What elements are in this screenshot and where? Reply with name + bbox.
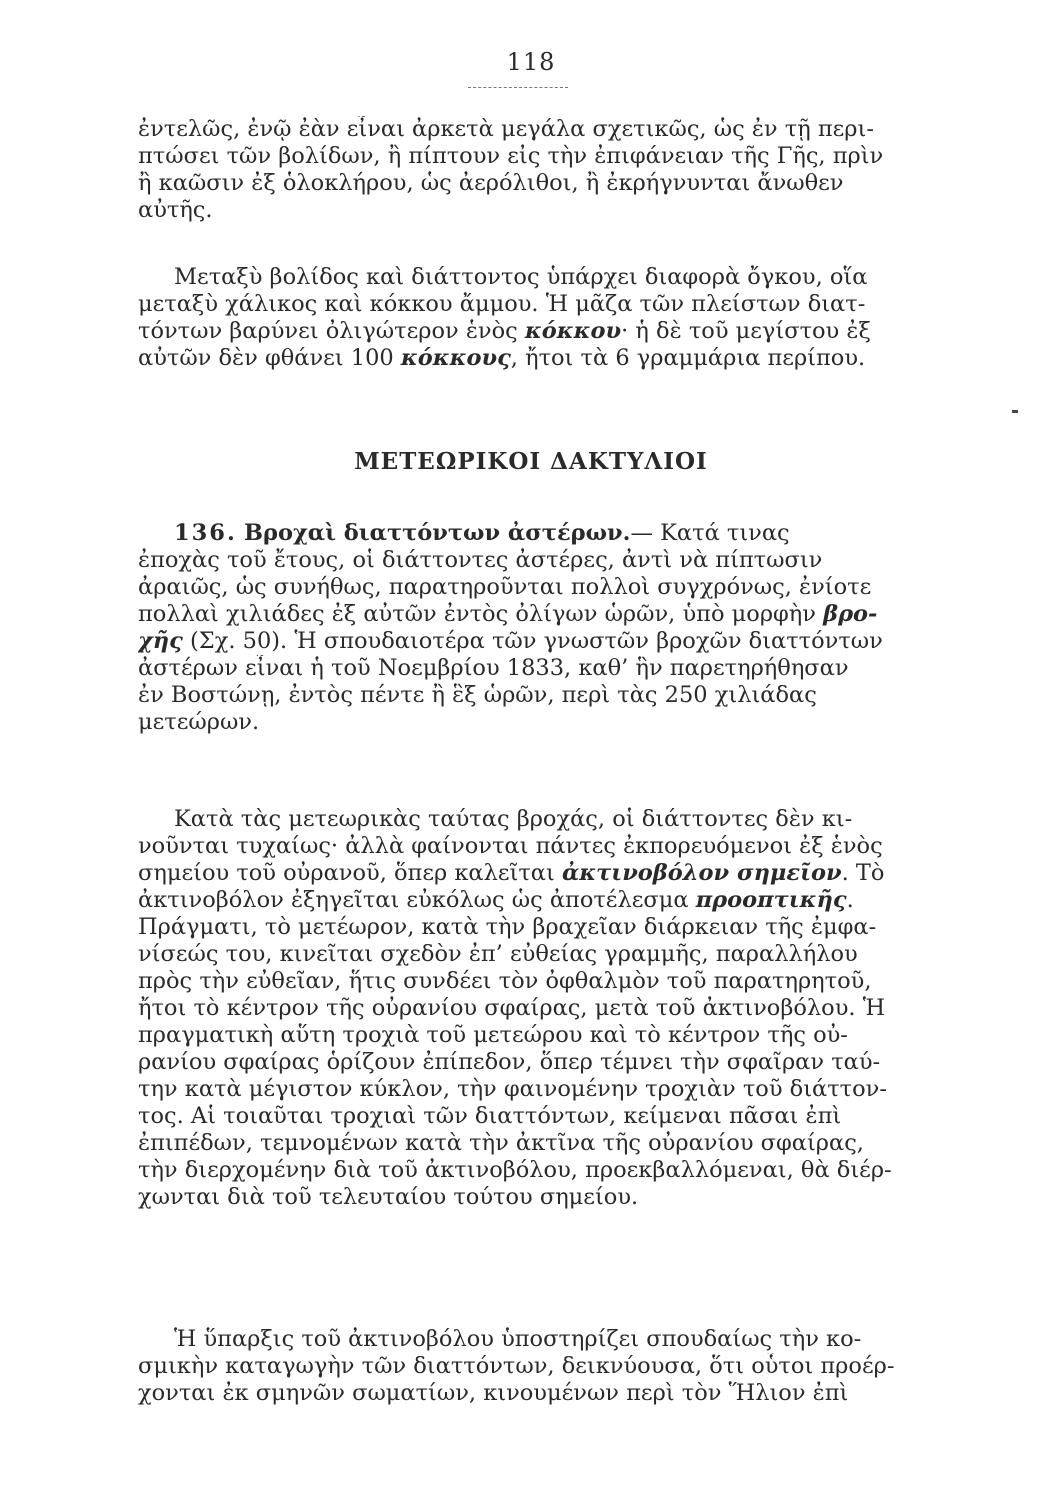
text-line: Κατὰ τὰς μετεωρικὰς ταύτας βροχάς, οἱ διάττοντες δὲν κι- [174, 806, 853, 832]
margin-mark [1012, 410, 1018, 413]
emphasis: κόκκου [524, 318, 622, 344]
text-line: πολλαὶ χιλιάδες ἐξ αὐτῶν ἐντὸς ὀλίγων ὡρῶν, ὑπὸ μορφὴν βρο- [138, 601, 878, 627]
emphasis: ἀκτινοβόλον σημεῖον [561, 860, 842, 886]
text-line: νίσεώς του, κινεῖται σχεδὸν ἐπ’ εὐθείας γραμμῆς, παραλλήλου [138, 941, 858, 967]
text-line: σημείου τοῦ οὐρανοῦ, ὅπερ καλεῖται ἀκτινοβόλον σημεῖον. Τὸ [138, 860, 885, 886]
paragraph-cosmic-origin-text [138, 1326, 908, 1407]
text-line: τὴν διερχομένην διὰ τοῦ ἀκτινοβόλου, προεκβαλλόμεναι, θὰ διέρ- [138, 1157, 892, 1183]
emphasis: κόκκους [400, 345, 511, 371]
text-line: χωνται διὰ τοῦ τελευταίου τούτου σημείου. [138, 1184, 639, 1210]
text-line: την κατὰ μέγιστον κύκλον, τὴν φαινομένην τροχιὰν τοῦ διάττον- [138, 1076, 887, 1102]
text-line: ἀστέρων εἶναι ἡ τοῦ Νοεμβρίου 1833, καθ’ ἣν παρετηρήθησαν [138, 655, 849, 681]
text-line: πραγματικὴ αὕτη τροχιὰ τοῦ μετεώρου καὶ τὸ κέντρον τῆς οὐ- [138, 1022, 848, 1048]
text-line: Πράγματι, τὸ μετέωρον, κατὰ τὴν βραχεῖαν διάρκειαν τῆς ἐμφα- [138, 914, 877, 940]
emphasis: χῆς [138, 628, 183, 654]
text-line: ἢ καῶσιν ἐξ ὁλοκλήρου, ὡς ἀερόλιθοι, ἢ ἐκρήγνυνται ἄνωθεν [138, 170, 844, 196]
page-number: 118 [506, 48, 556, 76]
section-heading: ΜΕΤΕΩΡΙΚΟΙ ΔΑΚΤΥΛΙΟΙ [354, 448, 708, 475]
text-line: ἀκτινοβόλον ἐξηγεῖται εὐκόλως ὡς ἀποτέλεσμα προοπτικῆς. [138, 887, 854, 913]
section-title: Βροχαὶ διαττόντων ἀστέρων. [243, 520, 631, 546]
paragraph-bolide [138, 264, 908, 372]
paragraph-radiant [138, 806, 908, 1211]
text-line: ἐντελῶς, ἐνῷ ἐὰν εἶναι ἀρκετὰ μεγάλα σχετικῶς, ὡς ἐν τῇ περι- [138, 116, 874, 142]
page-number-rule [468, 87, 568, 88]
text-line: πρὸς τὴν εὐθεῖαν, ἥτις συνδέει τὸν ὀφθαλμὸν τοῦ παρατηρητοῦ, [138, 968, 872, 994]
text-line: τος. Αἱ τοιαῦται τροχιαὶ τῶν διαττόντων, κείμεναι πᾶσαι ἐπὶ [138, 1103, 842, 1129]
section-number: 136. [174, 520, 237, 546]
text-line: ἤτοι τὸ κέντρον τῆς οὐρανίου σφαίρας, μετὰ τοῦ ἀκτινοβόλου. Ἡ [138, 995, 886, 1021]
text-line: ἀραιῶς, ὡς συνήθως, παρατηροῦνται πολλοὶ συγχρόνως, ἐνίοτε [138, 574, 872, 600]
text-line: ἐπιπέδων, τεμνομένων κατὰ τὴν ἀκτῖνα τῆς οὐρανίου σφαίρας, [138, 1130, 864, 1156]
text-line: ἐν Βοστώνῃ, ἐντὸς πέντε ἢ ἓξ ὡρῶν, περὶ τὰς 250 χιλιάδας [138, 682, 817, 708]
emphasis: βρο- [823, 601, 878, 627]
paragraph-continuation [138, 116, 908, 224]
text-line: αὐτῶν δὲν φθάνει 100 κόκκους, ἤτοι τὰ 6 γραμμάρια περίπου. [138, 345, 866, 371]
text-line: ἐποχὰς τοῦ ἔτους, οἱ διάττοντες ἀστέρες, ἀντὶ νὰ πίπτωσιν [138, 547, 823, 573]
text-line: χονται ἐκ σμηνῶν σωματίων, κινουμένων περὶ τὸν Ἥλιον ἐπὶ [138, 1380, 849, 1406]
text-line: νοῦνται τυχαίως· ἀλλὰ φαίνονται πάντες ἐκπορευόμενοι ἐξ ἑνὸς [138, 833, 883, 859]
text-line: Ἡ ὕπαρξις τοῦ ἀκτινοβόλου ὑποστηρίζει σπουδαίως τὴν κο- [174, 1326, 862, 1352]
text-line: αὐτῆς. [138, 197, 213, 223]
text-line: σμικὴν καταγωγὴν τῶν διαττόντων, δεικνύουσα, ὅτι οὗτοι προέρ- [138, 1353, 895, 1379]
text-line: μετεώρων. [138, 709, 260, 735]
paragraph-section-136 [138, 520, 908, 736]
text-line: μεταξὺ χάλικος καὶ κόκκου ἄμμου. Ἡ μᾶζα τῶν πλείστων διατ- [138, 291, 866, 317]
text-line: χῆς (Σχ. 50). Ἡ σπουδαιοτέρα τῶν γνωστῶν βροχῶν διαττόντων [138, 628, 883, 654]
emphasis: προοπτικῆς [695, 887, 847, 913]
text-line: Μεταξὺ βολίδος καὶ διάττοντος ὑπάρχει διαφορὰ ὄγκου, οἵα [174, 264, 868, 290]
text-line: πτώσει τῶν βολίδων, ἢ πίπτουν εἰς τὴν ἐπιφάνειαν τῆς Γῆς, πρὶν [138, 143, 884, 169]
text-line: τόντων βαρύνει ὀλιγώτερον ἑνὸς κόκκου· ἡ δὲ τοῦ μεγίστου ἐξ [138, 318, 871, 344]
text-line: ρανίου σφαίρας ὁρίζουν ἐπίπεδον, ὅπερ τέμνει τὴν σφαῖραν ταύ- [138, 1049, 881, 1075]
section-title-line: 136. Βροχαὶ διαττόντων ἀστέρων.— Κατά τινας [174, 520, 790, 546]
